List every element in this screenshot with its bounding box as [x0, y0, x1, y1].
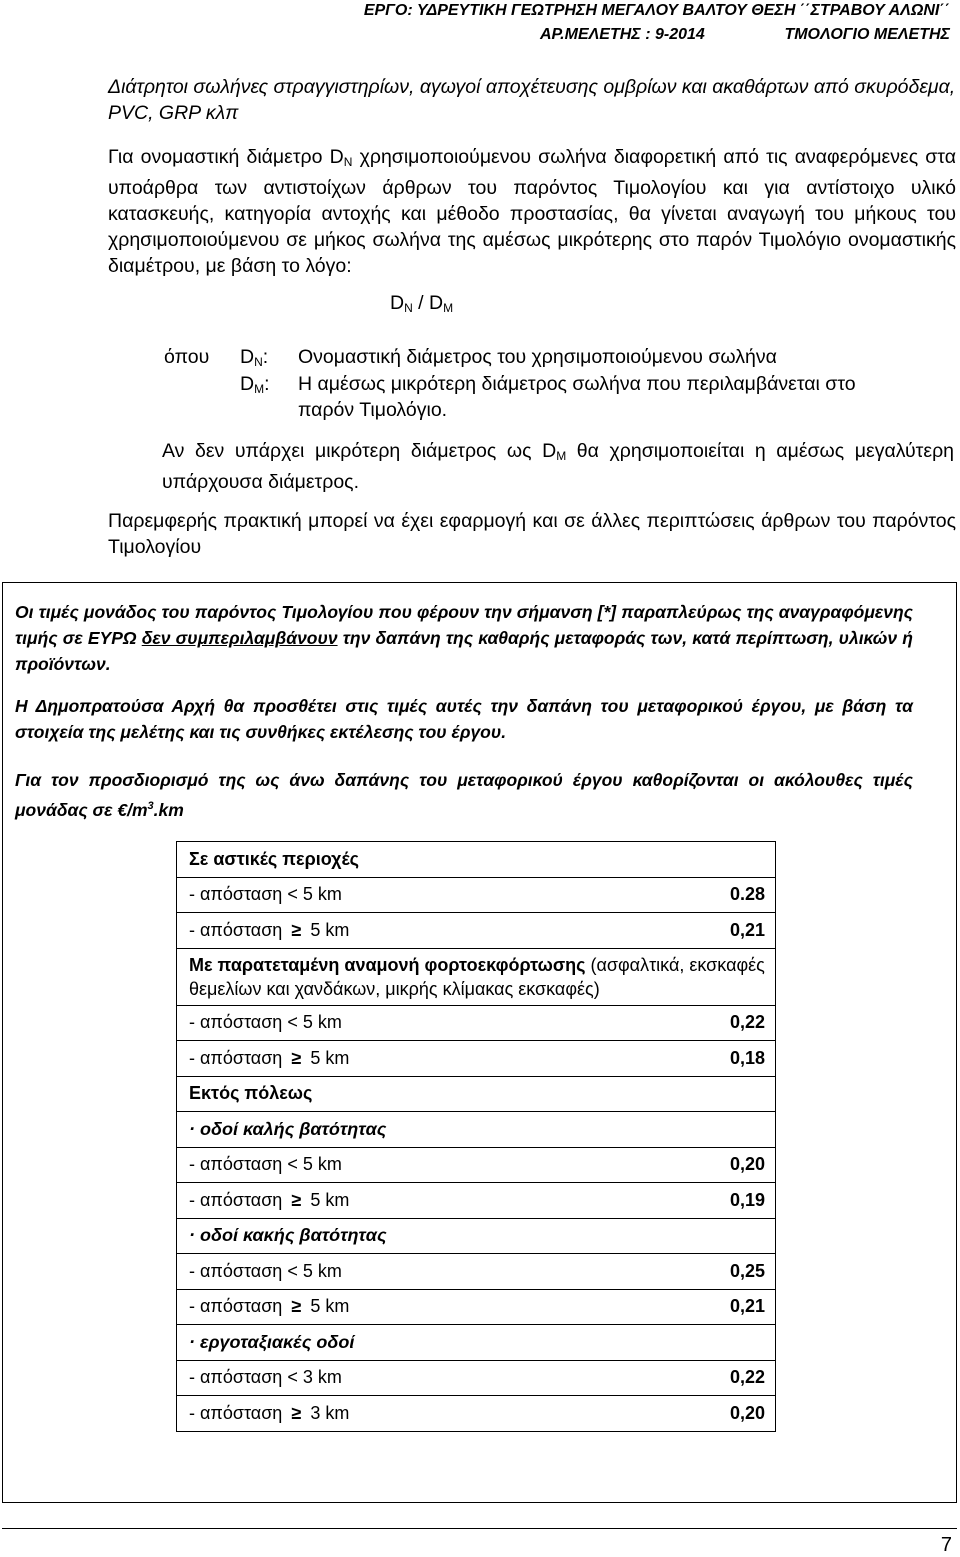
transport-note-paragraph: Οι τιμές μονάδος του παρόντος Τιμολογίου που φέρουν την σήμανση [*] παραπλεύρως της αναγραφόμενης τιμής σε ΕΥΡΩ δεν συμπεριλαμβάνουν την δαπάνη της καθαρής μεταφοράς των, κατά περίπτωση, υλικών ή προϊόντων. [15, 602, 913, 674]
rate-label: - απόσταση < 3 km [177, 1360, 626, 1396]
unit-prices-intro-paragraph: Για τον προσδιορισμό της ως άνω δαπάνης του μεταφορικού έργου καθορίζονται οι ακόλουθες τιμές μονάδας σε $€/m^3.km$ [15, 770, 913, 820]
rate-value: 0,19 [626, 1183, 776, 1219]
definitions-opou: όπου [164, 346, 210, 368]
table-row [177, 1254, 776, 1290]
rate-value: 0.28 [626, 877, 776, 913]
rate-value: 0,20 [626, 1396, 776, 1432]
header-study-number: ΑΡ.ΜΕΛΕΤΗΣ : 9-2014 [540, 26, 705, 43]
table-row [177, 1005, 776, 1041]
rate-value: 0,22 [626, 1360, 776, 1396]
table-row [177, 1218, 776, 1254]
table-row [177, 913, 776, 949]
footer-divider [2, 1528, 957, 1529]
rate-label: - απόσταση ≥ 5 km [177, 913, 626, 949]
table-row [177, 877, 776, 913]
long-load-section-title: Με παρατεταμένη αναμονή φορτοεκφόρτωσης (ασφαλτικά, εκσκαφές θεμελίων και χανδάκων, μικρής κλίμακας εκσκαφές) [177, 948, 776, 1005]
rate-label: - απόσταση < 5 km [177, 1254, 626, 1290]
table-row [177, 1396, 776, 1432]
good-roads-subtitle: · οδοί καλής βατότητας [177, 1112, 776, 1148]
table-row [177, 1076, 776, 1112]
transport-rate-table [176, 841, 776, 1432]
rate-label: - απόσταση ≥ 3 km [177, 1396, 626, 1432]
definition-dn-symbol: $D_N$: [240, 346, 269, 369]
definition-dn-text: Ονομαστική διάμετρος του χρησιμοποιούμενου σωλήνα [298, 346, 777, 368]
diameter-ratio-formula: $D_N / D_M$ [390, 292, 454, 315]
table-row [177, 1325, 776, 1361]
table-row [177, 1041, 776, 1077]
similar-practice-paragraph: Παρεμφερής πρακτική μπορεί να έχει εφαρμογή και σε άλλες περιπτώσεις άρθρων του παρόντος Τιμολογίου [108, 510, 956, 558]
rate-label: - απόσταση ≥ 5 km [177, 1183, 626, 1219]
table-row [177, 948, 776, 1005]
outside-city-section-title: Εκτός πόλεως [177, 1076, 776, 1112]
page-number: 7 [940, 1534, 952, 1556]
fallback-diameter-paragraph: Αν δεν υπάρχει μικρότερη διάμετρος ως $D_M$ θα χρησιμοποιείται η αμέσως μεγαλύτερη υπάρχουσα διάμετρος. [162, 440, 955, 493]
definition-dm-symbol: $D_M$: [240, 373, 270, 396]
rate-label: - απόσταση < 5 km [177, 1147, 626, 1183]
definition-dm-text-2: παρόν Τιμολόγιο. [298, 399, 448, 421]
rate-value: 0,20 [626, 1147, 776, 1183]
table-row [177, 1112, 776, 1148]
rate-value: 0,21 [626, 913, 776, 949]
intro-paragraph: Διάτρητοι σωλήνες στραγγιστηρίων, αγωγοί αποχέτευσης ομβρίων και ακαθάρτων από σκυρόδεμα, PVC, GRP κλπ [108, 76, 956, 124]
table-row [177, 1147, 776, 1183]
rate-value: 0,18 [626, 1041, 776, 1077]
header-document-type: ΤΜΟΛΟΓΙΟ ΜΕΛΕΤΗΣ [784, 26, 950, 43]
rate-value: 0,21 [626, 1289, 776, 1325]
rate-value: 0,22 [626, 1005, 776, 1041]
header-project-title: ΕΡΓΟ: ΥΔΡΕΥΤΙΚΗ ΓΕΩΤΡΗΣΗ ΜΕΓΑΛΟΥ ΒΑΛΤΟΥ ΘΕΣΗ ΄΄ΣΤΡΑΒΟΥ ΑΛΩΝΙ΄΄ [363, 2, 950, 19]
rate-label: - απόσταση ≥ 5 km [177, 1041, 626, 1077]
table-row [177, 1183, 776, 1219]
definition-dm-text-1: Η αμέσως μικρότερη διάμετρος σωλήνα που περιλαμβάνεται στο [298, 373, 856, 395]
authority-note-paragraph: Η Δημοπρατούσα Αρχή θα προσθέτει στις τιμές αυτές την δαπάνη του μεταφορικού έργου, με βάση τα στοιχεία της μελέτης και τις συνθήκες εκτέλεσης του έργου. [15, 696, 913, 742]
rate-label: - απόσταση < 5 km [177, 1005, 626, 1041]
rate-label: - απόσταση < 5 km [177, 877, 626, 913]
urban-section-title: Σε αστικές περιοχές [177, 842, 776, 878]
site-roads-subtitle: · εργοταξιακές οδοί [177, 1325, 776, 1361]
rate-label: - απόσταση ≥ 5 km [177, 1289, 626, 1325]
reduction-rule-paragraph: Για ονομαστική διάμετρο $D_N$ χρησιμοποιούμενου σωλήνα διαφορετική από τις αναφερόμενες στα υποάρθρα των αντιστοίχων άρθρων του παρόντος Τιμολογίου και για αντίστοιχο υλικό κατασκευής, κατηγορία αντοχής και μέθοδο προστασίας, θα γίνεται αναγωγή του μήκους του χρησιμοποιούμενου σε μήκος σωλήνα της αμέσως μικρότερης στο παρόν Τιμολόγιο ονομαστικής διαμέτρου, με βάση το λόγο: [108, 146, 956, 277]
bad-roads-subtitle: · οδοί κακής βατότητας [177, 1218, 776, 1254]
table-row [177, 1360, 776, 1396]
rate-value: 0,25 [626, 1254, 776, 1290]
table-row [177, 1289, 776, 1325]
table-row [177, 842, 776, 878]
